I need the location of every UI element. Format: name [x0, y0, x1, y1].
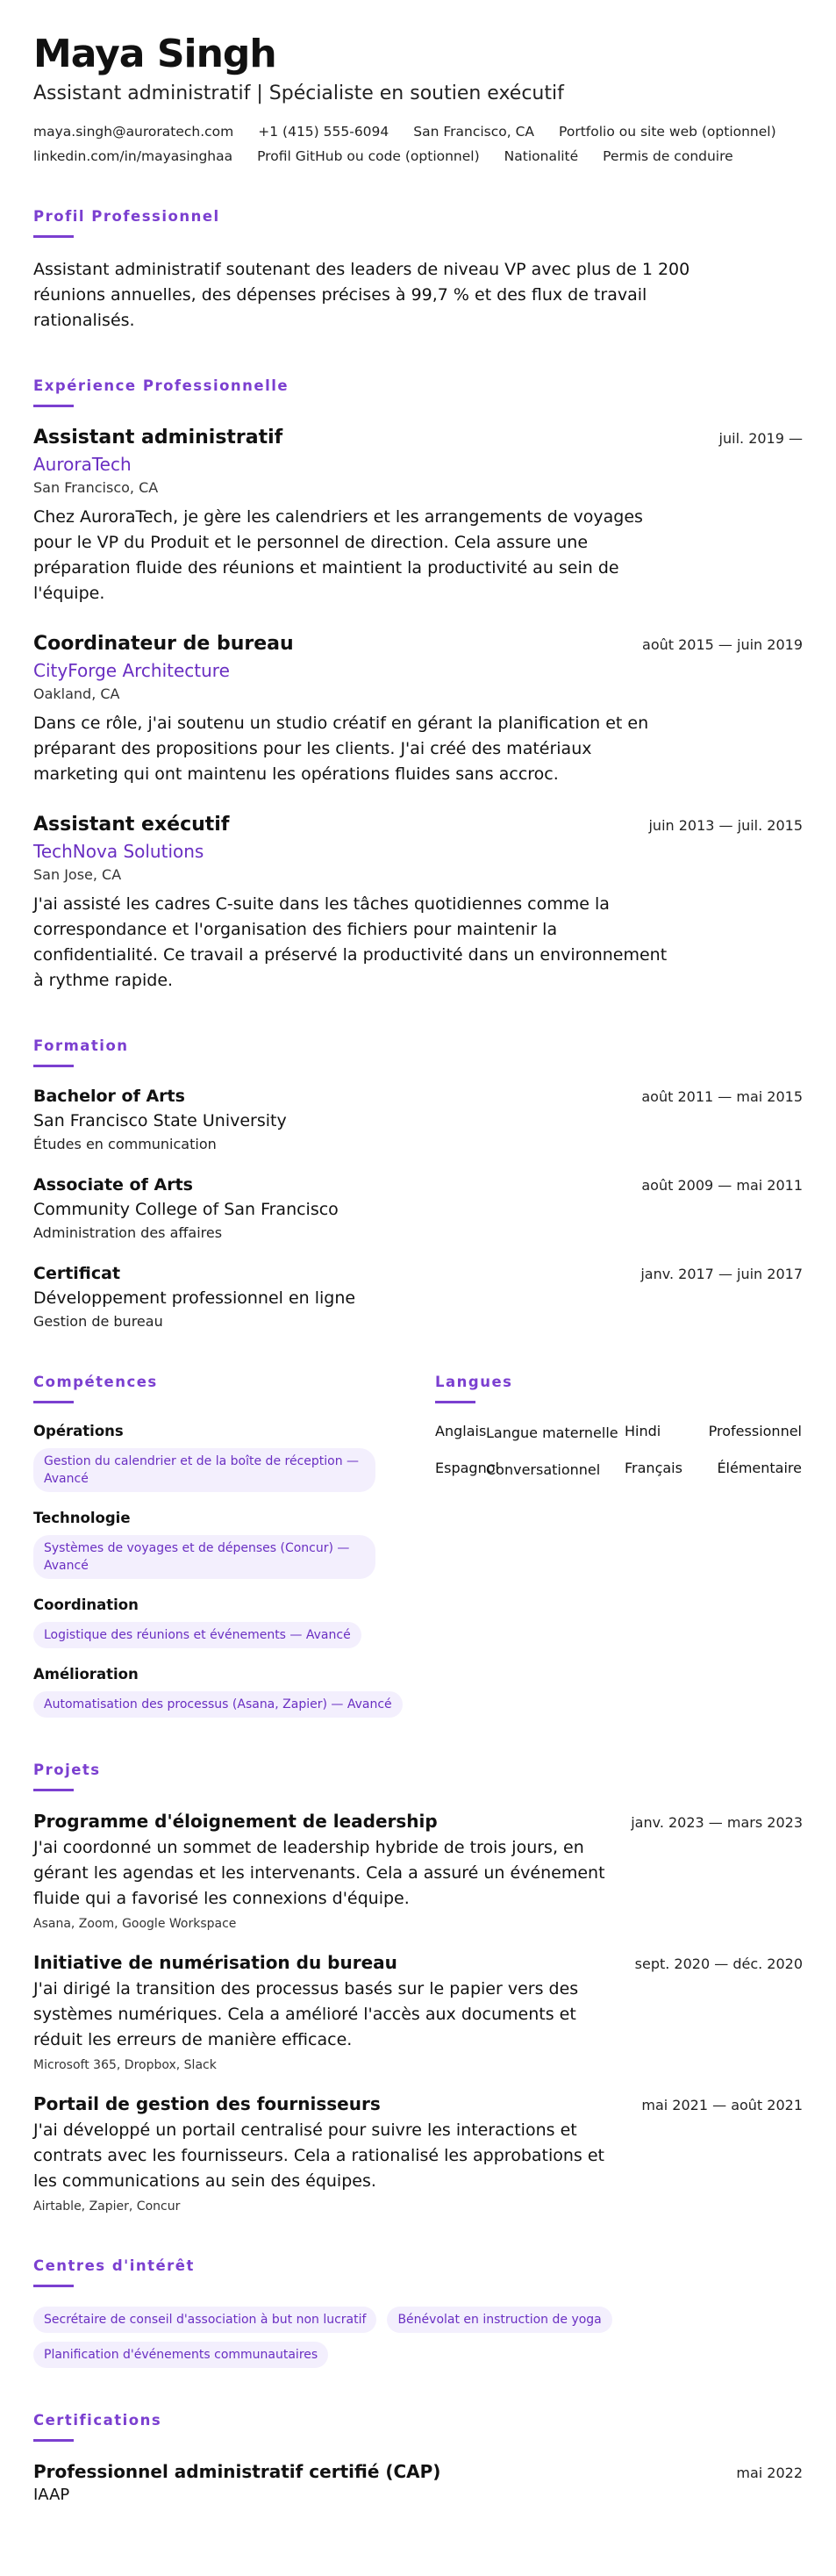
project-entry — [33, 1811, 803, 1931]
job-dates: août 2015 — juin 2019 — [642, 636, 803, 653]
skill-category: Opérations — [33, 1423, 124, 1439]
certification-entry — [33, 2461, 803, 2504]
language-name: Anglais — [435, 1423, 487, 1439]
interest-tags — [33, 2307, 647, 2368]
section-title: Projets — [33, 1762, 101, 1778]
field-of-study: Administration des affaires — [33, 1224, 223, 1241]
interest-tag: Planification d'événements communautaires — [33, 2342, 328, 2368]
field-of-study: Études en communication — [33, 1136, 217, 1152]
contact-portfolio[interactable]: Portfolio ou site web (optionnel) — [559, 124, 776, 140]
education-dates: janv. 2017 — juin 2017 — [640, 1266, 803, 1282]
section-divider — [33, 1401, 74, 1403]
contact-github[interactable]: Profil GitHub ou code (optionnel) — [257, 148, 480, 164]
language-row — [435, 1423, 802, 1444]
job-dates: juin 2013 — juil. 2015 — [648, 817, 803, 834]
header — [33, 32, 803, 164]
job-description: Chez AuroraTech, je gère les calendriers et les arrangements de voyages pour le VP du Produit et le personnel de direction. Cela assure une préparation fluide des réunions et maintient la productivité au sein de l'équipe. — [33, 507, 643, 603]
project-name: Programme d'éloignement de leadership — [33, 1811, 438, 1832]
job-company: AuroraTech — [33, 454, 132, 475]
interest-tag: Bénévolat en instruction de yoga — [387, 2307, 611, 2333]
skill-tag: Systèmes de voyages et de dépenses (Concur) — Avancé — [33, 1535, 375, 1579]
contact-email[interactable]: maya.singh@auroratech.com — [33, 124, 234, 140]
project-tools: Airtable, Zapier, Concur — [33, 2199, 181, 2214]
contact-nationality: Nationalité — [504, 148, 579, 164]
section-certifications — [33, 2412, 803, 2504]
education-dates: août 2011 — mai 2015 — [641, 1088, 803, 1105]
section-experience — [33, 377, 803, 994]
project-entry — [33, 1952, 803, 2072]
section-title: Langues — [435, 1374, 513, 1390]
school: Community College of San Francisco — [33, 1200, 339, 1219]
project-tools: Microsoft 365, Dropbox, Slack — [33, 2058, 217, 2072]
education-dates: août 2009 — mai 2011 — [641, 1177, 803, 1194]
job-title: Coordinateur de bureau — [33, 633, 294, 655]
section-divider — [33, 2285, 74, 2287]
job-company: CityForge Architecture — [33, 660, 230, 681]
job-description: J'ai assisté les cadres C-suite dans les tâches quotidiennes comme la correspondance et l'organisation des fichiers pour maintenir la confidentialité. Ce travail a préservé la productivité dans un environnement à rythme rapide. — [33, 894, 668, 990]
job-location: San Francisco, CA — [33, 479, 159, 496]
language-name: Français — [625, 1460, 682, 1476]
interest-tag: Secrétaire de conseil d'association à but non lucratif — [33, 2307, 376, 2333]
skills-languages — [33, 1330, 803, 1732]
full-name: Maya Singh — [33, 32, 276, 76]
field-of-study: Gestion de bureau — [33, 1313, 163, 1330]
skill-tag: Logistique des réunions et événements — Avancé — [33, 1622, 361, 1648]
job-dates: juil. 2019 — — [718, 430, 803, 447]
section-divider — [33, 2439, 74, 2442]
language-level: Conversationnel — [486, 1461, 601, 1478]
section-divider — [33, 405, 74, 407]
project-dates: janv. 2023 — mars 2023 — [631, 1814, 803, 1831]
education-entry — [33, 1264, 803, 1330]
skill-category: Coordination — [33, 1597, 139, 1613]
project-entry — [33, 2093, 803, 2214]
job-location: San Jose, CA — [33, 866, 122, 883]
job-entry — [33, 814, 803, 994]
certification-date: mai 2022 — [736, 2465, 803, 2481]
section-title: Formation — [33, 1037, 129, 1054]
language-level: Professionnel — [708, 1423, 802, 1439]
section-divider — [33, 1065, 74, 1067]
headline: Assistant administratif | Spécialiste en soutien exécutif — [33, 83, 564, 104]
skill-tag: Automatisation des processus (Asana, Zapier) — Avancé — [33, 1691, 403, 1718]
job-entry — [33, 427, 803, 606]
section-title: Centres d'intérêt — [33, 2257, 195, 2274]
section-projects — [33, 1762, 803, 2214]
education-entry — [33, 1087, 803, 1152]
contact-location: San Francisco, CA — [413, 124, 535, 140]
section-interests — [33, 2257, 803, 2368]
job-company: TechNova Solutions — [33, 841, 204, 862]
project-description: J'ai coordonné un sommet de leadership hybride de trois jours, en gérant les agendas et les intervenants. Cela a assuré un événement fluide qui a favorisé les connexions d'équipe. — [33, 1838, 605, 1908]
language-name: Hindi — [625, 1423, 661, 1439]
project-description: J'ai développé un portail centralisé pour suivre les interactions et contrats avec les fournisseurs. Cela a rationalisé les approbations et les communications au sein des équipes. — [33, 2120, 604, 2191]
school: Développement professionnel en ligne — [33, 1288, 356, 1308]
contact-linkedin[interactable]: linkedin.com/in/mayasinghaa — [33, 148, 233, 164]
job-description: Dans ce rôle, j'ai soutenu un studio créatif en gérant la planification et en préparant des propositions pour les clients. J'ai créé des matériaux marketing qui ont maintenu les opérations fluides sans accroc. — [33, 714, 649, 784]
certification-issuer: IAAP — [33, 2486, 70, 2504]
school: San Francisco State University — [33, 1111, 287, 1130]
section-title: Profil Professionnel — [33, 208, 220, 225]
section-title: Certifications — [33, 2412, 162, 2429]
section-divider — [33, 1789, 74, 1791]
education-entry — [33, 1175, 803, 1241]
language-row — [435, 1460, 802, 1481]
project-name: Portail de gestion des fournisseurs — [33, 2093, 381, 2114]
contact-list — [33, 124, 788, 164]
skill-category: Amélioration — [33, 1666, 139, 1683]
project-dates: mai 2021 — août 2021 — [641, 2097, 803, 2113]
section-education — [33, 1037, 803, 1330]
section-divider — [435, 1401, 475, 1403]
profile-summary: Assistant administratif soutenant des leaders de niveau VP avec plus de 1 200 réunions annuelles, des dépenses précises à 99,7 % et des flux de travail rationalisés. — [33, 260, 690, 330]
project-name: Initiative de numérisation du bureau — [33, 1952, 397, 1973]
section-languages — [435, 1330, 802, 1732]
section-title: Compétences — [33, 1374, 158, 1390]
degree: Associate of Arts — [33, 1175, 193, 1195]
job-title: Assistant administratif — [33, 427, 283, 448]
language-name: Espagnol — [435, 1460, 499, 1476]
project-dates: sept. 2020 — déc. 2020 — [634, 1955, 803, 1972]
section-title: Expérience Professionnelle — [33, 377, 289, 394]
project-tools: Asana, Zoom, Google Workspace — [33, 1917, 237, 1931]
contact-phone[interactable]: +1 (415) 555-6094 — [258, 124, 389, 140]
language-level: Langue maternelle — [486, 1424, 618, 1441]
job-location: Oakland, CA — [33, 685, 120, 702]
section-skills — [33, 1330, 404, 1732]
contact-license: Permis de conduire — [603, 148, 733, 164]
project-description: J'ai dirigé la transition des processus basés sur le papier vers des systèmes numériques. Cela a amélioré l'accès aux documents et réduit les erreurs de manière efficace. — [33, 1979, 579, 2049]
skill-tag: Gestion du calendrier et de la boîte de réception — Avancé — [33, 1448, 375, 1492]
job-entry — [33, 633, 803, 787]
certification-name: Professionnel administratif certifié (CAP) — [33, 2461, 441, 2482]
section-profile — [33, 208, 803, 334]
job-title: Assistant exécutif — [33, 814, 230, 836]
section-divider — [33, 235, 74, 238]
skill-category: Technologie — [33, 1510, 131, 1526]
degree: Bachelor of Arts — [33, 1087, 185, 1106]
degree: Certificat — [33, 1264, 121, 1283]
language-level: Élémentaire — [717, 1460, 802, 1476]
